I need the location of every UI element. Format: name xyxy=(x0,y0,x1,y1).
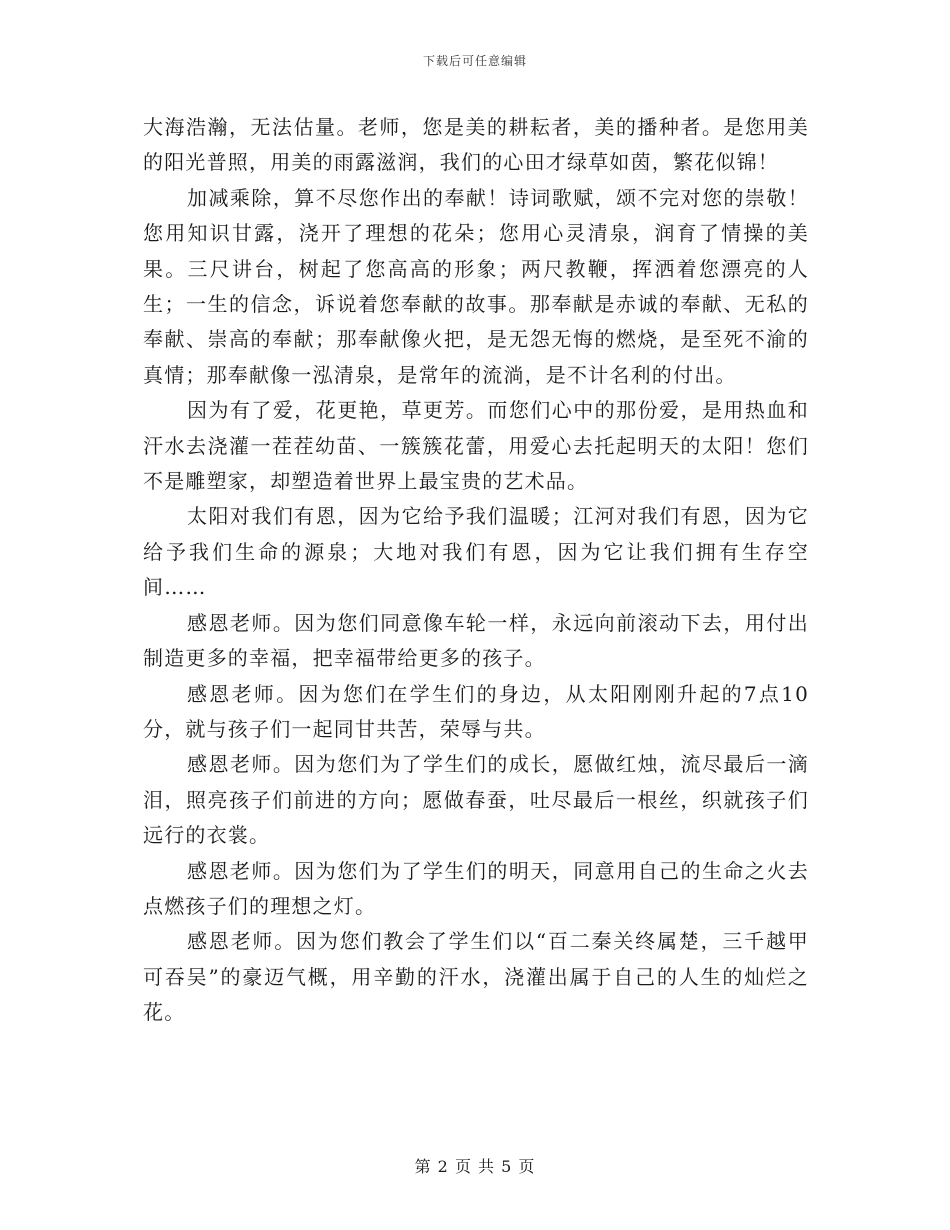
paragraph-5: 感恩老师。因为您们同意像车轮一样，永远向前滚动下去，用付出制造更多的幸福，把幸福带给更多的孩子。 xyxy=(143,610,809,671)
paragraph-3: 因为有了爱，花更艳，草更芳。而您们心中的那份爱，是用热血和汗水去浇灌一茬茬幼苗、一簇簇花蕾，用爱心去托起明天的太阳！您们不是雕塑家，却塑造着世界上最宝贵的艺术品。 xyxy=(143,398,809,494)
paragraph-4: 太阳对我们有恩，因为它给予我们温暖；江河对我们有恩，因为它给予我们生命的源泉；大地对我们有恩，因为它让我们拥有生存空间…… xyxy=(143,504,809,600)
paragraph-7: 感恩老师。因为您们为了学生们的成长，愿做红烛，流尽最后一滴泪，照亮孩子们前进的方向；愿做春蚕，吐尽最后一根丝，织就孩子们远行的衣裳。 xyxy=(143,752,809,848)
document-body xyxy=(143,110,809,1031)
paragraph-9: 感恩老师。因为您们教会了学生们以“百二秦关终属楚，三千越甲可吞吴”的豪迈气概，用辛勤的汗水，浇灌出属于自己的人生的灿烂之花。 xyxy=(143,929,809,1025)
paragraph-1: 大海浩瀚，无法估量。老师，您是美的耕耘者，美的播种者。是您用美的阳光普照，用美的雨露滋润，我们的心田才绿草如茵，繁花似锦！ xyxy=(143,115,809,175)
page-number-footer: 第 2 页 共 5 页 xyxy=(414,1157,536,1176)
page-header: 下载后可任意编辑 xyxy=(422,54,527,68)
paragraph-6: 感恩老师。因为您们在学生们的身边，从太阳刚刚升起的7点10分，就与孩子们一起同甘共苦，荣辱与共。 xyxy=(143,681,809,741)
paragraph-8: 感恩老师。因为您们为了学生们的明天，同意用自己的生命之火去点燃孩子们的理想之灯。 xyxy=(143,858,809,918)
paragraph-2: 加减乘除，算不尽您作出的奉献！诗词歌赋，颂不完对您的崇敬！您用知识甘露，浇开了理想的花朵；您用心灵清泉，润育了情操的美果。三尺讲台，树起了您高高的形象；两尺教鞭，挥洒着您漂亮的人生；一生的信念，诉说着您奉献的故事。那奉献是赤诚的奉献、无私的奉献、崇高的奉献；那奉献像火把，是无怨无悔的燃烧，是至死不渝的真情；那奉献像一泓清泉，是常年的流淌，是不计名利的付出。 xyxy=(143,185,809,387)
